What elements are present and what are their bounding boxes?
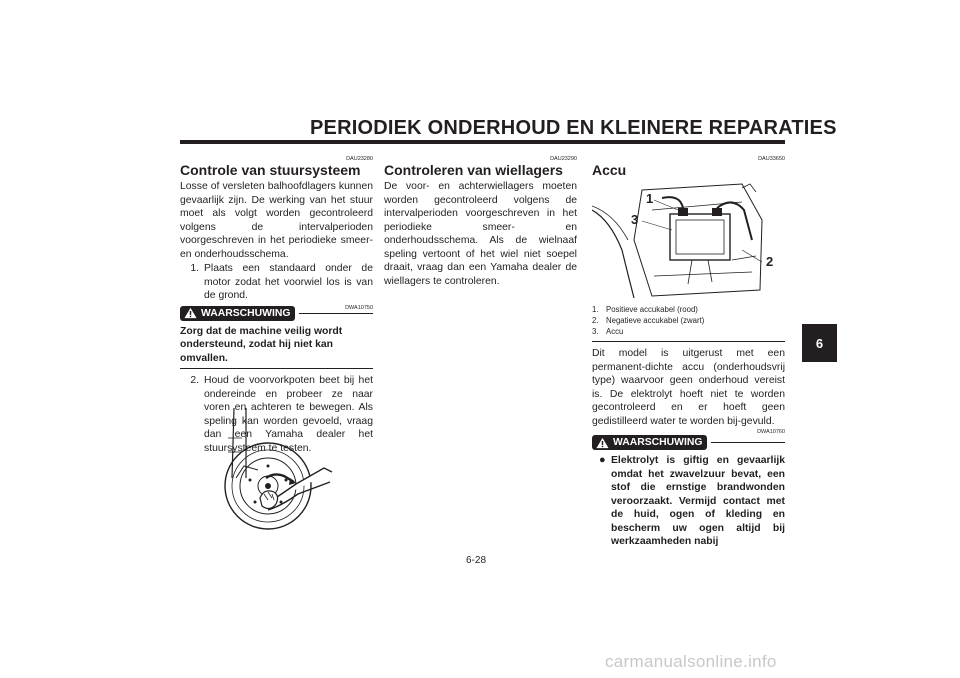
step-text: Houd de voorvorkpoten beet bij het ondereinde en probeer ze naar voren en achteren te bewegen. Als speling kan worden gevoeld, vraag dan een Yamaha dealer het stuursysteem te testen. [204,375,373,454]
warning-banner [180,306,373,321]
warning-label: WAARSCHUWING [613,437,703,448]
step-text: Plaats een standaard onder de motor zodat het voorwiel los is van de grond. [204,263,373,301]
warning-rule [299,313,373,314]
callout-3: 3 [631,212,639,227]
warning-triangle-icon [184,307,197,319]
bullet-icon: ● [599,454,606,466]
section-heading-wheel-bearings: Controleren van wiellagers [384,162,563,178]
warning-bullet-text: Elektrolyt is giftig en gevaarlijk omdat het zwavelzuur bevat, een stof die ernstige brandwonden veroorzaakt. Vermijd contact met de huid, ogen of kleding en bescherm uw ogen altijd bij werkzaamheden nabij [611,455,785,547]
section-code: DAU23290 [550,156,577,162]
caption-rule [592,341,785,342]
callout-1: 1 [646,191,654,206]
warning-badge [180,306,295,321]
steering-intro: Losse of versleten balhoofdlagers kunnen gevaarlijk zijn. De werking van het stuur moet als volgt worden gecontroleerd volgens de intervalperioden voorgeschreven in het periodieke smeer- en onderhoudsschema. [180,181,373,260]
caption-item [592,326,785,337]
caption-text: Negatieve accukabel (zwart) [606,316,705,325]
battery-figure [592,180,785,300]
warning-banner [592,435,785,450]
caption-number: 1. [592,305,599,314]
battery-illustration [592,180,785,300]
header-rule [180,140,785,144]
warning-rule [711,442,785,443]
warning-triangle-icon [596,437,609,449]
section-heading-steering: Controle van stuursysteem [180,162,361,178]
warning-code: DWA10760 [757,429,785,435]
figure-caption-list [592,304,785,337]
front-wheel-illustration [206,408,336,532]
step-item [180,262,373,303]
caption-text: Positieve accukabel (rood) [606,305,698,314]
battery-body: Dit model is uitgerust met een permanent-dichte accu (onderhoudsvrij type) waarvoor geen onderhoud vereist is. De elektrolyt hoeft niet te worden gecontroleerd en er hoeft geen gedistilleerd water te worden bij-gevuld. [592,348,785,427]
section-heading-battery: Accu [592,162,627,178]
warning-badge [592,435,707,450]
column-battery [592,156,785,549]
wheel-bearings-body: De voor- en achterwiellagers moeten worden gecontroleerd volgens de intervalperioden voorgeschreven in het periodieke smeer- en onderhoudsschema. Als de wielnaaf speling vertoont of het wiel niet soepel draait, vraag dan een Yamaha dealer de wiellagers te controleren. [384,181,577,287]
chapter-tab: 6 [802,324,837,362]
callout-2: 2 [766,254,774,269]
step-number: 2. [190,375,199,386]
caption-item [592,315,785,326]
caption-item [592,304,785,315]
warning-code: DWA10750 [345,304,373,311]
step-number: 1. [190,263,199,274]
warning-text: Zorg dat de machine veilig wordt ondersteund, zodat hij niet kan omvallen. [180,325,373,370]
watermark: carmanualsonline.info [605,652,777,671]
caption-number: 2. [592,316,599,325]
warning-bullet [592,454,785,549]
warning-label: WAARSCHUWING [201,307,291,319]
section-code: DAU33650 [758,156,785,162]
page-number: 6-28 [466,555,487,566]
section-code: DAU23280 [346,156,373,162]
caption-text: Accu [606,327,624,336]
page-header-title: PERIODIEK ONDERHOUD EN KLEINERE REPARATIES [310,117,837,139]
column-wheel-bearings [384,156,577,288]
caption-number: 3. [592,327,599,336]
